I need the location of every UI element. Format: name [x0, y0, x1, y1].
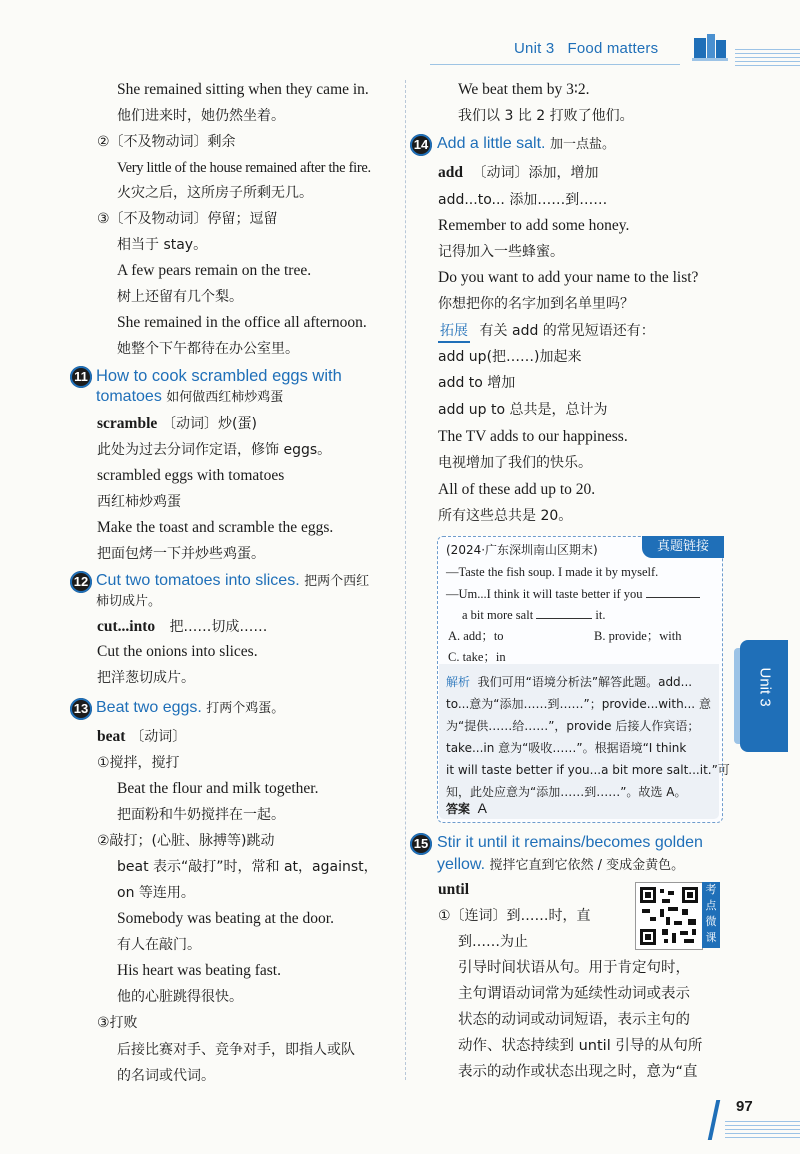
word-entry	[438, 162, 599, 183]
example-en: Cut the onions into slices.	[97, 643, 258, 660]
part-of-speech: 〔动词〕炒(蛋)	[162, 416, 257, 432]
answer-label: 答案	[446, 802, 471, 816]
example-cn: 所有这些总共是 20。	[438, 508, 573, 524]
section-title-cn: 打两个鸡蛋。	[206, 701, 285, 716]
analysis-line: 为“提供……给……”，provide 后接人作宾语；	[446, 719, 700, 733]
analysis-text: 我们可用“语境分析法”解答此题。add...	[477, 675, 693, 689]
option-c: C. take；in	[448, 650, 506, 664]
headword: scramble	[97, 415, 158, 432]
explanation-text: 动作、状态持续到 until 引导的从句所	[458, 1038, 703, 1054]
sense-heading: 到……为止	[458, 934, 528, 950]
phrase: add up(把……)加起来	[438, 349, 582, 365]
section-title: Stir it until it remains/becomes golden	[437, 834, 703, 851]
section-number: 12	[70, 571, 92, 593]
explanation-text: 主句谓语动词常为延续性动词或表示	[458, 986, 690, 1002]
analysis-line: to...意为“添加……到……”；provide...with... 意	[446, 697, 711, 711]
example-cn: 火灾之后，这所房子所剩无几。	[117, 185, 313, 201]
section-title-cn: 如何做西红柿炒鸡蛋	[166, 390, 284, 405]
extension-intro: 有关 add 的常见短语还有：	[479, 323, 655, 339]
definition: 把……切成……	[169, 619, 268, 635]
header-unit: Unit 3	[514, 40, 555, 57]
example-cn: 电视增加了我们的快乐。	[438, 455, 592, 471]
word-entry	[97, 616, 267, 637]
unit-side-tab-label: Unit 3	[756, 667, 774, 707]
example-cn: 你想把你的名字加到名单里吗？	[438, 296, 634, 312]
header-rule	[430, 64, 680, 65]
headword: beat	[97, 728, 126, 745]
note-text: beat 表示“敲打”时，常和 at，against，	[117, 859, 378, 875]
section-title-en: Add a little salt.	[437, 135, 546, 152]
example-cn: 树上还留有几个梨。	[117, 289, 243, 305]
section-title-cont: tomatoes	[96, 388, 162, 405]
explanation-text: 状态的动词或动词短语，表示主句的	[458, 1012, 690, 1028]
extension-label: 拓展	[438, 321, 470, 343]
section-title	[437, 134, 615, 155]
option-a: A. add；to	[448, 629, 504, 643]
page-number: 97	[736, 1098, 753, 1115]
footer-decoration	[725, 1118, 800, 1138]
running-header	[514, 40, 658, 57]
section-title: How to cook scrambled eggs with	[96, 367, 342, 385]
sense-heading: ①〔连词〕到……时，直	[438, 908, 591, 924]
example-en: Very little of the house remained after the fire.	[117, 160, 371, 176]
qr-code-icon[interactable]	[635, 882, 703, 950]
example-en: scrambled eggs with tomatoes	[97, 467, 285, 484]
exam-source: (2024·广东深圳南山区期末)	[446, 543, 598, 557]
page-number-accent	[708, 1100, 721, 1140]
example-cn: 有人在敲门。	[117, 937, 201, 953]
example-cn: 我们以 3 比 2 打败了他们。	[458, 108, 634, 124]
header-decoration	[735, 46, 800, 66]
micro-lesson-label: 考点微课	[702, 882, 720, 948]
section-title-en: Cut two tomatoes into slices.	[96, 572, 300, 589]
phrase: add...to... 添加……到……	[438, 192, 608, 208]
example-en: She remained in the office all afternoon.	[117, 314, 367, 331]
section-title	[96, 387, 283, 408]
option-b: B. provide；with	[594, 629, 682, 643]
question-text: a bit more salt	[462, 608, 534, 622]
example-en: Do you want to add your name to the list?	[438, 269, 699, 286]
example-en: Beat the flour and milk together.	[117, 780, 319, 797]
question-text: —Um...I think it will taste better if you	[446, 587, 643, 601]
analysis-line	[446, 672, 692, 692]
example-en: The TV adds to our happiness.	[438, 428, 628, 445]
part-of-speech: 〔动词〕添加，增加	[472, 165, 599, 181]
note-text: 相当于 stay。	[117, 237, 208, 253]
question-line	[446, 584, 700, 604]
word-entry	[97, 726, 186, 747]
note-text: 后接比赛对手、竞争对手，即指人或队	[117, 1042, 355, 1058]
explanation-text: 引导时间状语从句。用于肯定句时，	[458, 960, 690, 976]
sense-heading: ①搅拌，搅打	[97, 755, 180, 771]
sense-heading: ②〔不及物动词〕剩余	[97, 134, 236, 150]
answer-line	[446, 798, 487, 819]
note-text: 的名词或代词。	[117, 1068, 215, 1084]
section-title	[437, 855, 684, 876]
section-title-cn: 加一点盐。	[549, 137, 615, 152]
column-divider	[405, 80, 406, 1080]
example-en: Make the toast and scramble the eggs.	[97, 519, 334, 536]
example-cn: 他的心脏跳得很快。	[117, 989, 243, 1005]
example-en: We beat them by 3∶2.	[458, 81, 590, 98]
answer-value: A	[477, 800, 487, 816]
unit-side-tab	[740, 640, 788, 752]
phrase: add to 增加	[438, 375, 516, 391]
example-en: All of these add up to 20.	[438, 481, 596, 498]
example-en: A few pears remain on the tree.	[117, 262, 312, 279]
explanation-text: 表示的动作或状态出现之时，意为“直	[458, 1064, 698, 1080]
section-number: 15	[410, 833, 432, 855]
answer-blank	[536, 606, 592, 619]
example-cn: 西红柿炒鸡蛋	[97, 494, 181, 510]
question-text: it.	[595, 608, 606, 622]
section-title-cn: 把两个西红	[304, 574, 370, 589]
example-cn: 把面粉和牛奶搅拌在一起。	[117, 807, 285, 823]
example-cn: 把面包烤一下并炒些鸡蛋。	[97, 546, 265, 562]
example-en: His heart was beating fast.	[117, 962, 281, 979]
example-en: She remained sitting when they came in.	[117, 81, 369, 98]
note-text: 此处为过去分词作定语，修饰 eggs。	[97, 442, 332, 458]
section-title	[96, 571, 369, 592]
note-text: on 等连用。	[117, 885, 195, 901]
example-cn: 记得加入一些蜂蜜。	[438, 244, 564, 260]
headword: cut...into	[97, 618, 156, 635]
sense-heading: ③打败	[97, 1015, 138, 1031]
phrase: add up to 总共是，总计为	[438, 402, 608, 418]
answer-blank	[646, 585, 700, 598]
sense-heading: ③〔不及物动词〕停留；逗留	[97, 211, 278, 227]
question-line: —Taste the fish soup. I made it by myself.	[446, 565, 659, 579]
word-entry	[97, 413, 257, 434]
section-number: 11	[70, 366, 92, 388]
exam-link-badge: 真题链接	[642, 536, 724, 558]
analysis-line: it will taste better if you...a bit more salt...it.”可	[446, 763, 730, 777]
example-cn: 她整个下午都待在办公室里。	[117, 341, 299, 357]
analysis-label: 解析	[446, 675, 471, 689]
books-icon	[690, 30, 730, 66]
analysis-line: take...in 意为“吸收……”。根据语境“I think	[446, 741, 687, 755]
section-title	[96, 698, 284, 719]
section-title-cn: 柿切成片。	[96, 594, 162, 609]
headword: until	[438, 881, 470, 898]
section-title-en: Beat two eggs.	[96, 699, 202, 716]
example-cn: 把洋葱切成片。	[97, 670, 195, 686]
extension-note	[438, 320, 655, 343]
headword: add	[438, 164, 463, 181]
example-en: Somebody was beating at the door.	[117, 910, 334, 927]
example-en: Remember to add some honey.	[438, 217, 630, 234]
example-cn: 他们进来时，她仍然坐着。	[117, 108, 285, 124]
analysis-line: 知，此处应意为“添加……到……”。故选 A。	[446, 785, 687, 799]
part-of-speech: 〔动词〕	[130, 729, 187, 745]
section-title-cont: yellow.	[437, 856, 486, 873]
section-number: 13	[70, 698, 92, 720]
section-number: 14	[410, 134, 432, 156]
header-title: Food matters	[567, 40, 659, 57]
sense-heading: ②敲打；(心脏、脉搏等)跳动	[97, 833, 275, 849]
question-line	[462, 605, 606, 625]
section-title-cn: 搅拌它直到它依然 / 变成金黄色。	[489, 858, 685, 873]
